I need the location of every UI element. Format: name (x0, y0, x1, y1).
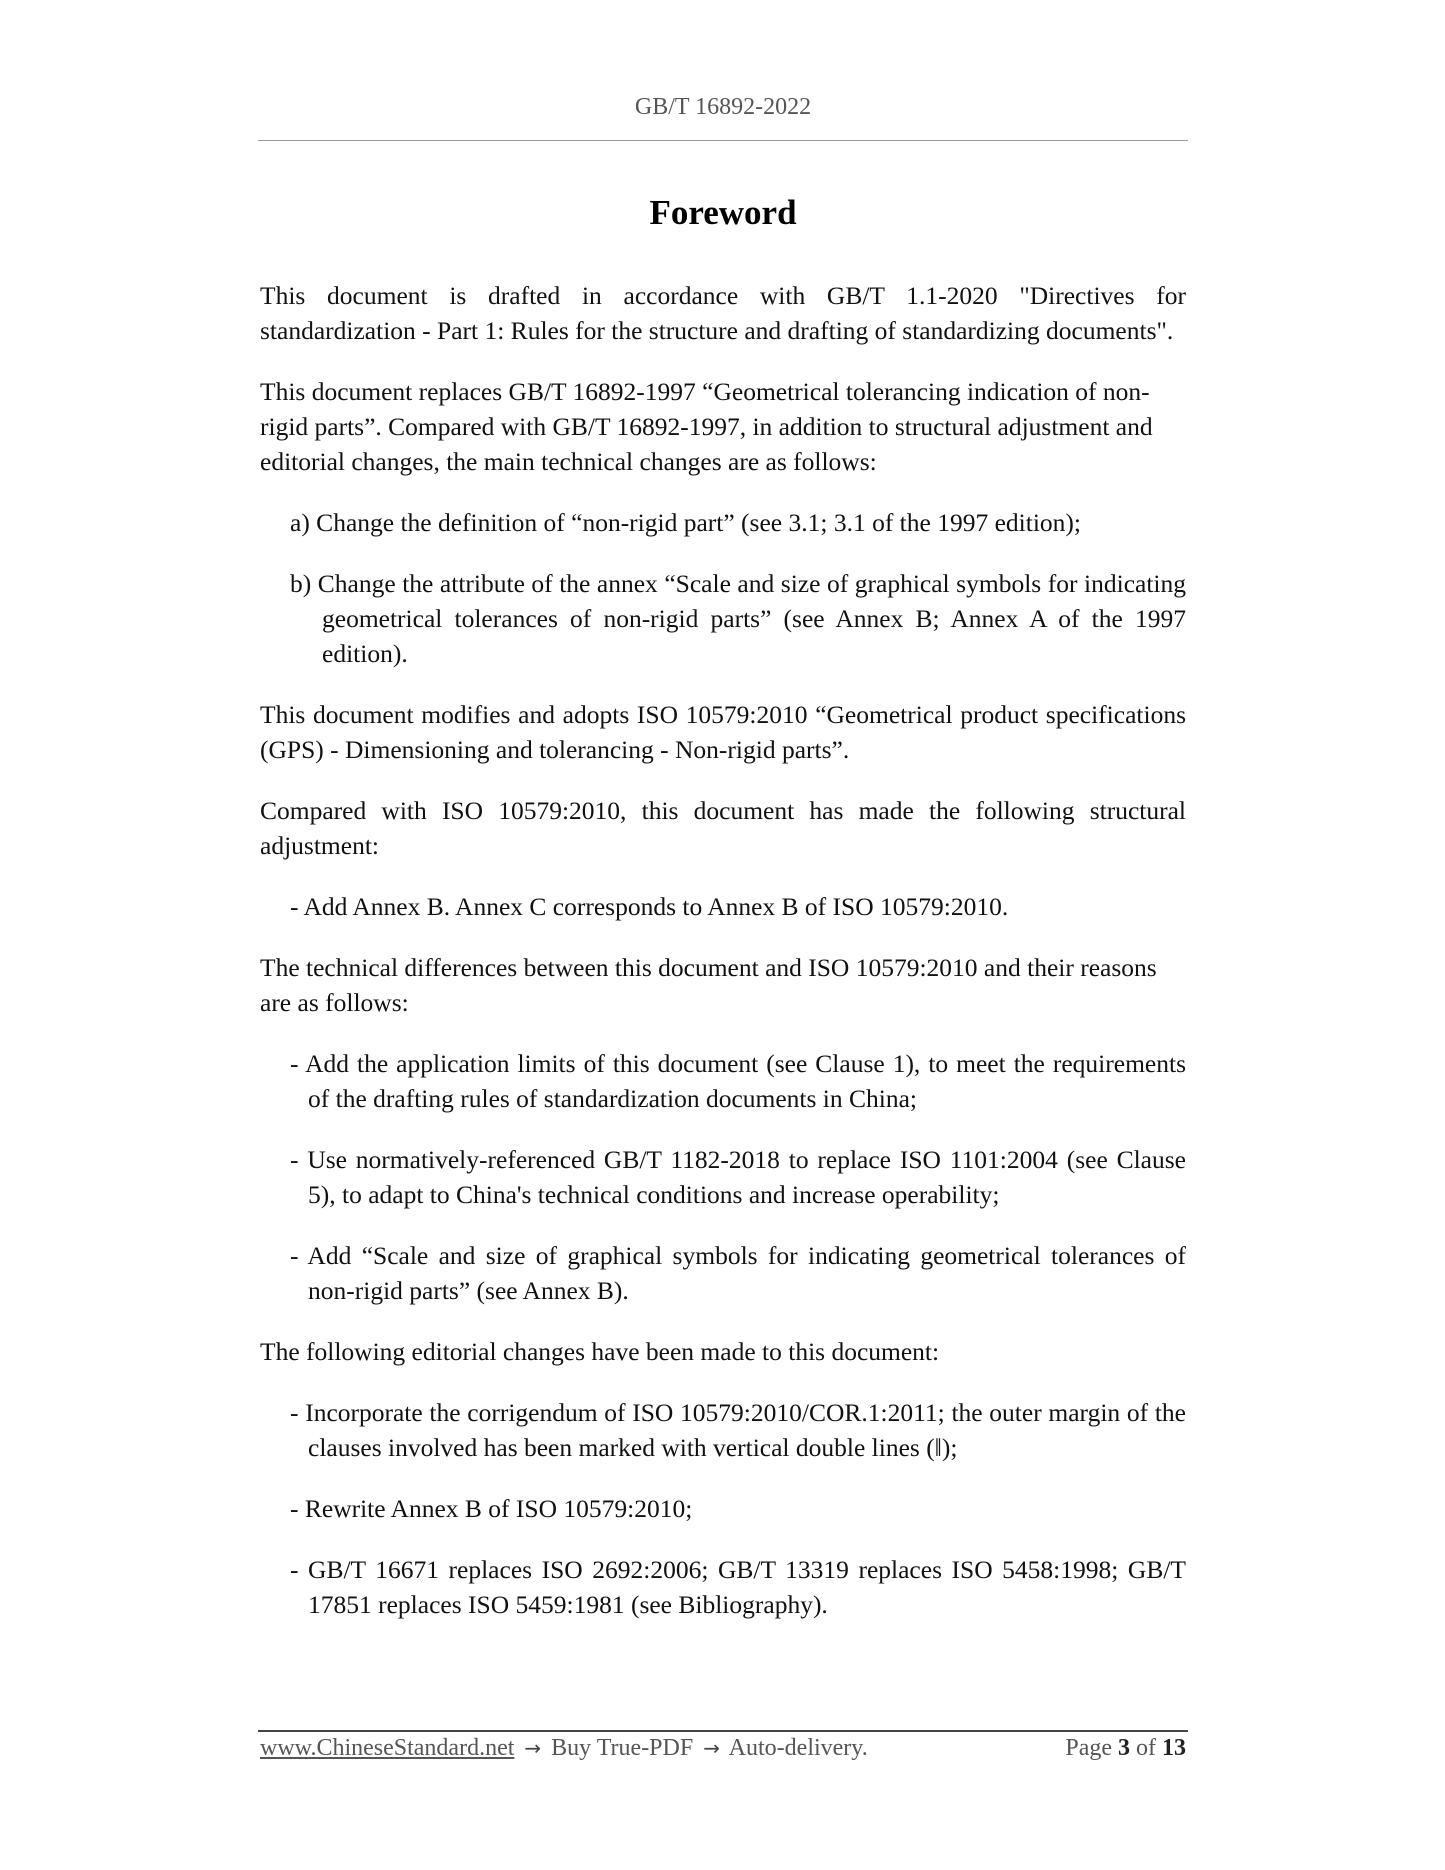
paragraph-structural-adjustment: Compared with ISO 10579:2010, this document has made the following structural adjustment: (260, 796, 1186, 860)
page-total: 13 (1162, 1735, 1186, 1761)
page-of-label: of (1136, 1735, 1156, 1761)
page-footer (260, 1735, 1186, 1762)
paragraph-replacement: This document replaces GB/T 16892-1997 “Geometrical tolerancing indication of non-rigid parts”. Compared with GB/T 16892-1997, in addition to structural adjustment and editorial changes, the main technical changes are as follows: (260, 377, 1153, 476)
auto-delivery-text: Auto-delivery. (728, 1735, 868, 1761)
list-item-technical-change-a: a) Change the definition of “non-rigid part” (see 3.1; 3.1 of the 1997 edition); (290, 508, 1081, 537)
list-item-technical-change-b: b) Change the attribute of the annex “Scale and size of graphical symbols for indicating geometrical tolerances of non-rigid parts” (see Annex B; Annex A of the 1997 edition). (290, 569, 1186, 668)
footer-promo (260, 1735, 868, 1762)
header-divider (258, 140, 1188, 141)
list-item-technical-difference-1: - Add the application limits of this document (see Clause 1), to meet the requirements of the drafting rules of standardization documents in China; (290, 1049, 1186, 1113)
list-item-technical-difference-3: - Add “Scale and size of graphical symbols for indicating geometrical tolerances of non-rigid parts” (see Annex B). (290, 1241, 1186, 1305)
paragraph-adoption: This document modifies and adopts ISO 10579:2010 “Geometrical product specifications (GPS) - Dimensioning and tolerancing - Non-rigid parts”. (260, 700, 1186, 764)
paragraph-editorial-changes: The following editorial changes have been made to this document: (260, 1337, 940, 1366)
paragraph-technical-differences: The technical differences between this document and ISO 10579:2010 and their reasons are as follows: (260, 953, 1157, 1017)
list-item-editorial-change-3: - GB/T 16671 replaces ISO 2692:2006; GB/T 13319 replaces ISO 5458:1998; GB/T 17851 replaces ISO 5459:1981 (see Bibliography). (290, 1555, 1186, 1619)
paragraph-drafting-basis: This document is drafted in accordance with GB/T 1.1-2020 "Directives for standardization - Part 1: Rules for the structure and drafting of standardizing documents". (260, 281, 1186, 345)
page-label: Page (1065, 1735, 1112, 1761)
list-item-technical-difference-2: - Use normatively-referenced GB/T 1182-2018 to replace ISO 1101:2004 (see Clause 5), to adapt to China's technical conditions and increase operability; (290, 1145, 1186, 1209)
site-link[interactable]: www.ChineseStandard.net (260, 1735, 515, 1761)
page-title: Foreword (649, 193, 797, 232)
list-item-editorial-change-1: - Incorporate the corrigendum of ISO 10579:2010/COR.1:2011; the outer margin of the clauses involved has been marked with vertical double lines (‖); (290, 1398, 1186, 1462)
page-header-standard-id: GB/T 16892-2022 (634, 94, 812, 120)
buy-pdf-text: Buy True-PDF (551, 1735, 694, 1761)
list-item-editorial-change-2: - Rewrite Annex B of ISO 10579:2010; (290, 1494, 693, 1523)
page-current: 3 (1118, 1735, 1130, 1761)
arrow-right-icon: → (524, 1736, 542, 1760)
list-item-structural-adjustment: - Add Annex B. Annex C corresponds to Annex B of ISO 10579:2010. (290, 892, 1009, 921)
arrow-right-icon: → (703, 1736, 720, 1760)
document-body (260, 278, 1186, 1648)
footer-divider (258, 1730, 1188, 1732)
page-number (1065, 1735, 1186, 1762)
